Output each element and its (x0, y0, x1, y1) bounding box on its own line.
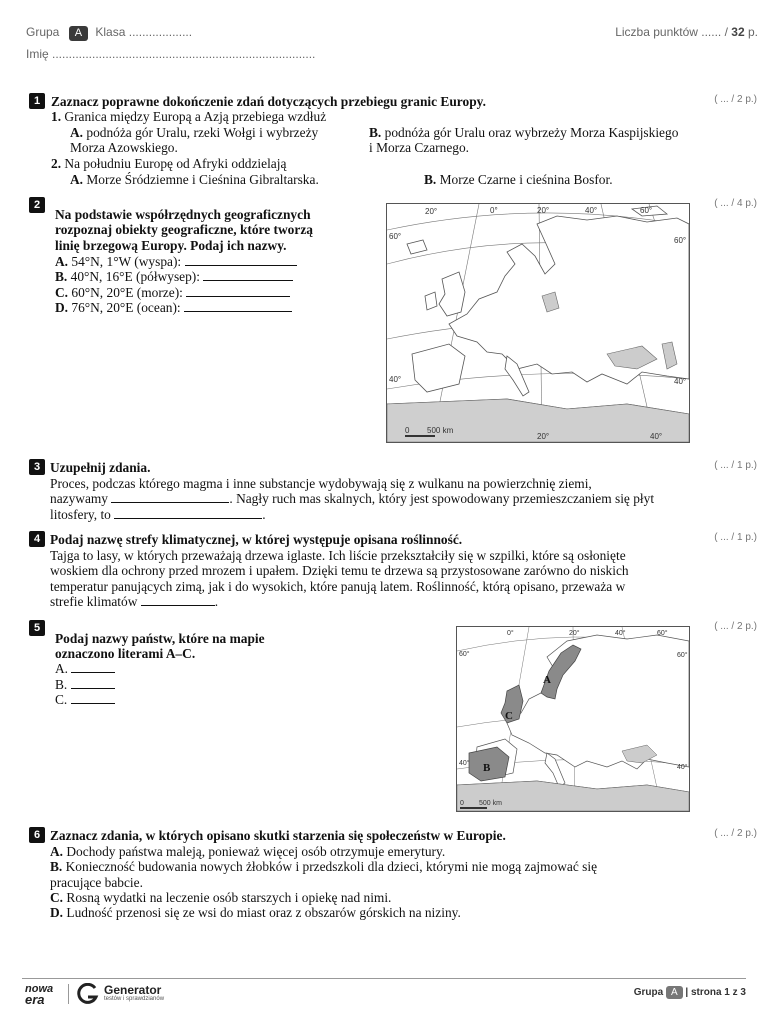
generator-title: Generator (104, 983, 162, 997)
task-1-points: ( ... / 2 p.) (714, 94, 757, 105)
header-points (615, 25, 758, 39)
map-lon-label: 0° (507, 630, 514, 637)
task-3-line-1: Proces, podczas którego magma i inne substancje wydobywają się z wulkanu na powierzchnię ziemi, (50, 476, 592, 491)
task-1-number: 1 (29, 93, 45, 109)
item-label: C. (55, 692, 68, 707)
option-text: Dochody państwa maleją, ponieważ więcej osób otrzymuje emerytury. (66, 844, 446, 859)
task-2-item-d (55, 300, 292, 315)
logo-separator (68, 984, 69, 1004)
task-1-s1-option-a-cont: Morza Azowskiego. (70, 140, 178, 155)
task-2-item-c (55, 285, 290, 300)
map-lon-label: 40° (615, 630, 626, 637)
map-lon-label: 40° (650, 432, 663, 441)
task-6-option-b-cont: pracujące babcie. (50, 875, 143, 890)
map-graphic (457, 627, 689, 811)
points-total: 32 (731, 25, 745, 39)
text: . (262, 507, 266, 522)
map-scale-label: 500 km (427, 426, 454, 435)
footer-page-text: | strona 1 z 3 (685, 987, 746, 998)
task-2-title-2: rozpoznaj obiekty geograficzne, które tworzą (55, 222, 313, 237)
class-label: Klasa ................... (95, 25, 193, 39)
item-label: D. (55, 300, 69, 315)
task-1-s1-option-b-cont: i Morza Czarnego. (369, 140, 470, 155)
map-letter-c: C (505, 710, 513, 722)
europe-map-countries (456, 626, 690, 812)
task-6-option-a[interactable] (50, 844, 445, 859)
points-unit: p. (747, 25, 758, 39)
map-lon-label: 20° (537, 432, 550, 441)
footer-group-badge: A (666, 986, 683, 999)
nowa-era-logo (25, 984, 61, 1006)
task-2-item-b (55, 269, 293, 284)
task-6-option-b[interactable] (50, 859, 597, 874)
text: . (214, 594, 219, 609)
s2-num: 2. (51, 156, 62, 171)
item-label: B. (55, 269, 68, 284)
task-1-s2 (51, 156, 286, 171)
item-label: A. (55, 254, 69, 269)
task-3-line-2 (50, 491, 654, 506)
map-scale-zero: 0 (405, 426, 410, 435)
answer-blank[interactable] (114, 507, 262, 519)
task-6-option-c[interactable] (50, 890, 391, 905)
option-text: Morze Czarne i cieśnina Bosfor. (439, 172, 613, 187)
task-3-title: Uzupełnij zdania. (50, 460, 151, 475)
answer-blank[interactable] (186, 285, 290, 297)
map-letter-b: B (483, 762, 491, 774)
task-6-option-d[interactable] (50, 905, 461, 920)
option-label: B. (50, 859, 63, 874)
task-4-line-1: Tajga to lasy, w których przeważają drzewa iglaste. Ich liście przekształciły się w szpilki, które są osłonięte (50, 548, 626, 563)
footer-divider (22, 978, 746, 979)
option-text: Rosną wydatki na leczenie osób starszych i opiekę nad nimi. (66, 890, 392, 905)
map-lat-label: 60° (459, 651, 470, 658)
map-graphic (387, 204, 689, 442)
map-lon-label: 20° (569, 630, 580, 637)
text: . Nagły ruch mas skalnych, który jest spowodowany przemieszczaniem się płyt (229, 491, 655, 506)
task-2-title-3: linię brzegową Europy. Podaj ich nazwy. (55, 238, 287, 253)
header-group (26, 25, 192, 41)
map-lon-label: 20° (537, 206, 550, 215)
task-2-item-a (55, 254, 297, 269)
item-label: A. (55, 661, 69, 676)
map-scale-zero: 0 (460, 800, 464, 807)
option-text: podnóża gór Uralu oraz wybrzeży Morza Kaspijskiego (384, 125, 679, 140)
answer-blank[interactable] (111, 491, 229, 503)
task-3-line-3 (50, 507, 266, 522)
map-lon-label: 0° (490, 206, 498, 215)
s1-num: 1. (51, 109, 62, 124)
answer-blank[interactable] (185, 254, 297, 266)
task-2-number: 2 (29, 197, 45, 213)
map-lon-label: 20° (425, 207, 438, 216)
map-lat-label: 60° (677, 652, 688, 659)
footer-page-info (634, 986, 746, 999)
option-label: B. (369, 125, 382, 140)
map-lon-label: 40° (585, 206, 598, 215)
task-5-number: 5 (29, 620, 45, 636)
option-label: A. (70, 172, 84, 187)
option-label: B. (424, 172, 437, 187)
task-5-title-1: Podaj nazwy państw, które na mapie (55, 631, 265, 646)
s1-text: Granica między Europą a Azją przebiega wzdłuż (64, 109, 327, 124)
task-5-item-b (55, 677, 115, 692)
task-6-title: Zaznacz zdania, w których opisano skutki starzenia się społeczeństw w Europie. (50, 828, 506, 843)
logo-nowa: nowa (25, 983, 54, 995)
map-lat-label: 60° (389, 232, 402, 241)
option-label: D. (50, 905, 64, 920)
option-label: C. (50, 890, 64, 905)
map-lat-label: 40° (459, 760, 470, 767)
text: litosfery, to (50, 507, 111, 522)
map-lat-label: 40° (677, 764, 688, 771)
map-lat-label: 40° (674, 377, 687, 386)
generator-logo (76, 983, 100, 1010)
item-label: C. (55, 285, 69, 300)
item-text: 40°N, 16°E (półwysep): (70, 269, 200, 284)
task-4-title: Podaj nazwę strefy klimatycznej, w której występuje opisana roślinność. (50, 532, 463, 547)
map-lon-label: 60° (657, 630, 668, 637)
answer-blank[interactable] (71, 661, 115, 673)
option-text: Morze Śródziemne i Cieśnina Gibraltarska. (86, 172, 319, 187)
option-label: A. (70, 125, 84, 140)
answer-blank[interactable] (203, 269, 293, 281)
task-4-line-2: woskiem dla ochrony przed mrozem i upałem. Dzięki temu te drzewa są przystosowane zarówno do niskich (50, 563, 629, 578)
task-3-number: 3 (29, 459, 45, 475)
item-text: 60°N, 20°E (morze): (71, 285, 183, 300)
logo-era: era (25, 992, 45, 1007)
task-2-title-1: Na podstawie współrzędnych geograficznych (55, 207, 311, 222)
europe-map-coordinates (386, 203, 690, 443)
group-label: Grupa (26, 25, 60, 39)
task-1-s2-option-a[interactable] (70, 172, 319, 187)
answer-blank[interactable] (71, 692, 115, 704)
answer-blank[interactable] (141, 594, 215, 606)
task-3-points: ( ... / 1 p.) (714, 460, 757, 471)
answer-blank[interactable] (184, 300, 292, 312)
name-field: Imię ............................................................................... (26, 47, 316, 61)
group-badge: A (69, 26, 88, 41)
task-5-item-a (55, 661, 115, 676)
task-1-s2-option-b[interactable] (424, 172, 613, 187)
map-scale-label: 500 km (479, 800, 502, 807)
map-lat-label: 40° (389, 375, 402, 384)
task-4-line-4 (50, 594, 218, 609)
text: strefie klimatów (50, 594, 138, 609)
s2-text: Na południu Europę od Afryki oddzielają (64, 156, 287, 171)
points-label: Liczba punktów ...... / (615, 25, 728, 39)
task-4-points: ( ... / 1 p.) (714, 532, 757, 543)
item-text: 76°N, 20°E (ocean): (71, 300, 181, 315)
task-1-s1-option-b[interactable] (369, 125, 678, 140)
task-4-number: 4 (29, 531, 45, 547)
task-5-item-c (55, 692, 115, 707)
map-letter-a: A (543, 674, 551, 686)
option-label: A. (50, 844, 64, 859)
task-4-line-3: temperatur panujących zimą, jak i do wysokich, które panują latem. Roślinność, którą opisano, przeważa w (50, 579, 626, 594)
item-text: 54°N, 1°W (wyspa): (71, 254, 182, 269)
task-1-s1-option-a[interactable] (70, 125, 318, 140)
option-text: podnóża gór Uralu, rzeki Wołgi i wybrzeży (86, 125, 319, 140)
task-6-points: ( ... / 2 p.) (714, 828, 757, 839)
footer-group-label: Grupa (633, 987, 664, 998)
option-text: Ludność przenosi się ze wsi do miast oraz z obszarów górskich na niziny. (66, 905, 461, 920)
task-1-title: Zaznacz poprawne dokończenie zdań dotyczących przebiegu granic Europy. (51, 94, 486, 109)
generator-subtitle: testów i sprawdzianów (104, 996, 165, 1002)
task-6-number: 6 (29, 827, 45, 843)
task-5-title-2: oznaczono literami A–C. (55, 646, 196, 661)
text: nazywamy (50, 491, 109, 506)
task-5-points: ( ... / 2 p.) (714, 621, 757, 632)
task-2-points: ( ... / 4 p.) (714, 198, 757, 209)
answer-blank[interactable] (71, 677, 115, 689)
task-1-s1 (51, 109, 326, 124)
generator-icon (76, 983, 100, 1005)
option-text: Konieczność budowania nowych żłobków i przedszkoli dla dzieci, którymi nie mogą zajmować się (65, 859, 598, 874)
item-label: B. (55, 677, 68, 692)
map-lat-label: 60° (674, 236, 687, 245)
map-lon-label: 60° (640, 206, 653, 215)
